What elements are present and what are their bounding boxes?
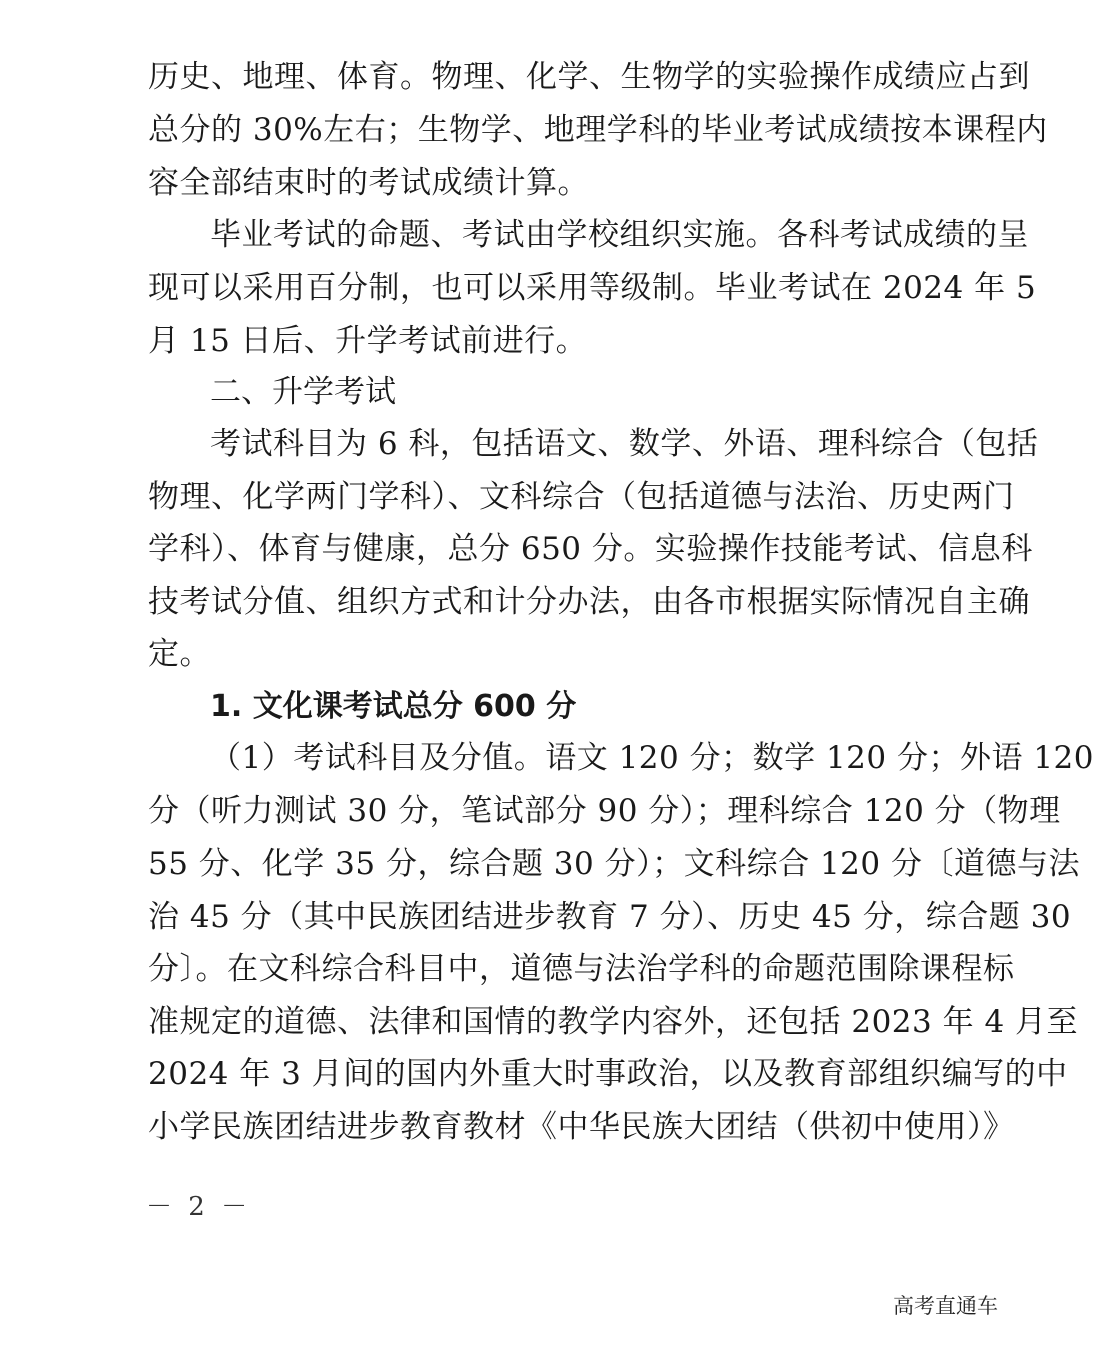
- para1-line-1: 历史、地理、体育。物理、化学、生物学的实验操作成绩应占到: [148, 59, 1030, 95]
- para3-line-5: 定。: [148, 636, 211, 672]
- watermark-label: 高考直通车: [893, 1294, 998, 1318]
- para4-line-7: 2024 年 3 月间的国内外重大时事政治，以及教育部组织编写的中: [148, 1056, 1068, 1092]
- para4-line-4: 治 45 分（其中民族团结进步教育 7 分）、历史 45 分，综合题 30: [148, 899, 1072, 935]
- para2-line-2: 现可以采用百分制，也可以采用等级制。毕业考试在 2024 年 5: [148, 270, 1037, 306]
- para4-line-8: 小学民族团结进步教育教材《中华民族大团结（供初中使用）》: [148, 1109, 1015, 1145]
- para4-line-1: （1）考试科目及分值。语文 120 分；数学 120 分；外语 120: [210, 740, 1094, 776]
- para2-line-1: 毕业考试的命题、考试由学校组织实施。各科考试成绩的呈: [210, 217, 1029, 253]
- para1-line-2: 总分的 30%左右；生物学、地理学科的毕业考试成绩按本课程内: [148, 112, 1048, 148]
- para4-line-5: 分〕。在文科综合科目中，道德与法治学科的命题范围除课程标: [148, 951, 1015, 987]
- para3-line-1: 考试科目为 6 科，包括语文、数学、外语、理科综合（包括: [210, 426, 1039, 462]
- para1-line-3: 容全部结束时的考试成绩计算。: [148, 165, 589, 201]
- para4-line-3: 55 分、化学 35 分，综合题 30 分）；文科综合 120 分〔道德与法: [148, 846, 1080, 882]
- section-heading: 二、升学考试: [210, 374, 396, 410]
- para3-line-2: 物理、化学两门学科）、文科综合（包括道德与法治、历史两门: [148, 479, 1015, 515]
- para3-line-4: 技考试分值、组织方式和计分办法，由各市根据实际情况自主确: [148, 584, 1030, 620]
- para2-line-3: 月 15 日后、升学考试前进行。: [148, 323, 588, 359]
- para3-line-3: 学科）、体育与健康，总分 650 分。实验操作技能考试、信息科: [148, 531, 1033, 567]
- page-number: － 2 －: [146, 1192, 252, 1222]
- para4-line-6: 准规定的道德、法律和国情的教学内容外，还包括 2023 年 4 月至: [148, 1004, 1079, 1040]
- subheading: 1. 文化课考试总分 600 分: [210, 689, 577, 724]
- para4-line-2: 分（听力测试 30 分，笔试部分 90 分）；理科综合 120 分（物理: [148, 793, 1061, 829]
